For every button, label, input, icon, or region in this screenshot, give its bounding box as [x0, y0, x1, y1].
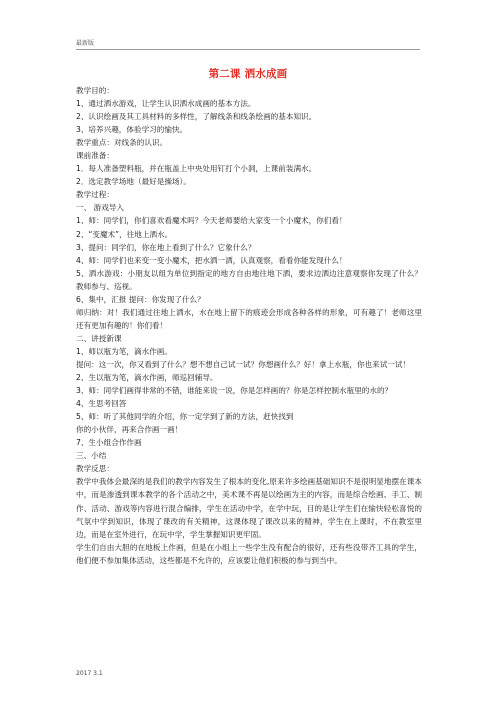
text-paragraph: 学生们自由大胆的在地板上作画，但是在小组上一些学生没有配合的很好，还有些没带齐工具的学生，他们便不参加集体活动，这些都是不允许的，应该要让他们积极的参与到当中。 [76, 542, 422, 565]
text-line: 3、培养兴趣，体验学习的愉快。 [76, 125, 188, 135]
lesson-body [76, 84, 422, 567]
text-line: 教学过程： [76, 190, 114, 200]
header-rule [76, 49, 420, 50]
text-paragraph: 3、师：同学们画得非常的不错，谁能来说一说，你是怎样画的？你是怎样控制水瓶里的水的？ [76, 386, 393, 396]
text-line: 2、生以瓶为笔，滴水作画，师巡回辅导。 [76, 373, 218, 383]
text-line: 1、师以瓶为笔，滴水作画。 [76, 346, 172, 356]
text-line: 1．每人准备塑料瓶，并在瓶盖上中央处用钉打个小洞，上课前装满水。 [76, 164, 317, 174]
lesson-title: 第二课 洒水成画 [208, 68, 288, 80]
text-line: 3、提问：同学们，你在地上看到了什么？它象什么？ [76, 242, 256, 252]
text-line: 2．选定教学场地（最好是操场）。 [76, 177, 191, 187]
text-line: 教学目的： [76, 86, 114, 95]
text-line: 6、集中，汇报 提问：你发现了什么？ [76, 294, 205, 304]
text-line: 1、通过洒水游戏，让学生认识洒水成画的基本方法。 [76, 99, 256, 109]
footer-date: 2017 3.1 [76, 670, 103, 677]
text-line: 7、生小组合作作画 [76, 438, 142, 448]
text-line: 二、讲授新课 [76, 333, 122, 343]
text-line: 你的小伙伴，再来合作画一画！ [76, 425, 183, 435]
header-mark: 最新版 [76, 40, 95, 47]
text-line: 2、“变魔术”，往地上洒水。 [76, 229, 173, 239]
text-line: 5、师：听了其他同学的介绍，你一定学到了新的方法，赶快找到 [76, 412, 294, 422]
text-paragraph: 提问：这一次，你又看到了什么？想不想自己试一试？你想画什么？好！拿上水瓶，你也来试一试！ [76, 359, 411, 369]
text-paragraph: 5、洒水游戏：小朋友以组为单位到指定的地方自由地往地下洒，要求边洒边注意观察你发现了什么？教师参与、巡视。 [76, 268, 422, 291]
text-line: 4、生思考回答 [76, 399, 127, 409]
text-paragraph: 师归纳：对！我们通过往地上洒水，水在地上留下的痕迹会形成各种各样的形象，可有趣了！老师这里还有更加有趣的！你们看！ [76, 307, 422, 330]
text-line: 三、小结 [76, 451, 107, 461]
text-line: 一、 游戏导入 [76, 203, 124, 213]
text-line: 4、师：同学们也来变一变小魔术，把水洒一洒，认真观察，看看你能发现什么！ [76, 255, 347, 265]
text-line: 课前准备： [76, 151, 114, 161]
text-line: 2、认识绘画及其工具材料的多样性，了解线条和线条绘画的基本知识。 [76, 112, 317, 122]
text-line: 教学反思： [76, 464, 114, 474]
text-line: 教学重点：对线条的认识。 [76, 138, 168, 148]
text-line: 1、师：同学们，你们喜欢看魔术吗？今天老师要给大家变一个小魔术，你们看！ [76, 216, 347, 226]
text-paragraph: 教学中我体会最深的是我们的教学内容发生了根本的变化,原来许多绘画基础知识不是很明显地摆在课本中，而是渗透到课本教学的各个活动之中，美术课不再是以绘画为主的内容，而是综合绘画、手工、制作、活动、游戏等内容进行混合编排，学生在活动中学，在学中玩，目的是让学生们在愉快轻松喜悦的气氛中学到知识，体现了课改的有关精神，这课体现了课改以来的精神，学生在上课时，不在教室里边，而是在室外进行，在玩中学，学生掌握知识更牢固。 [76, 477, 422, 539]
